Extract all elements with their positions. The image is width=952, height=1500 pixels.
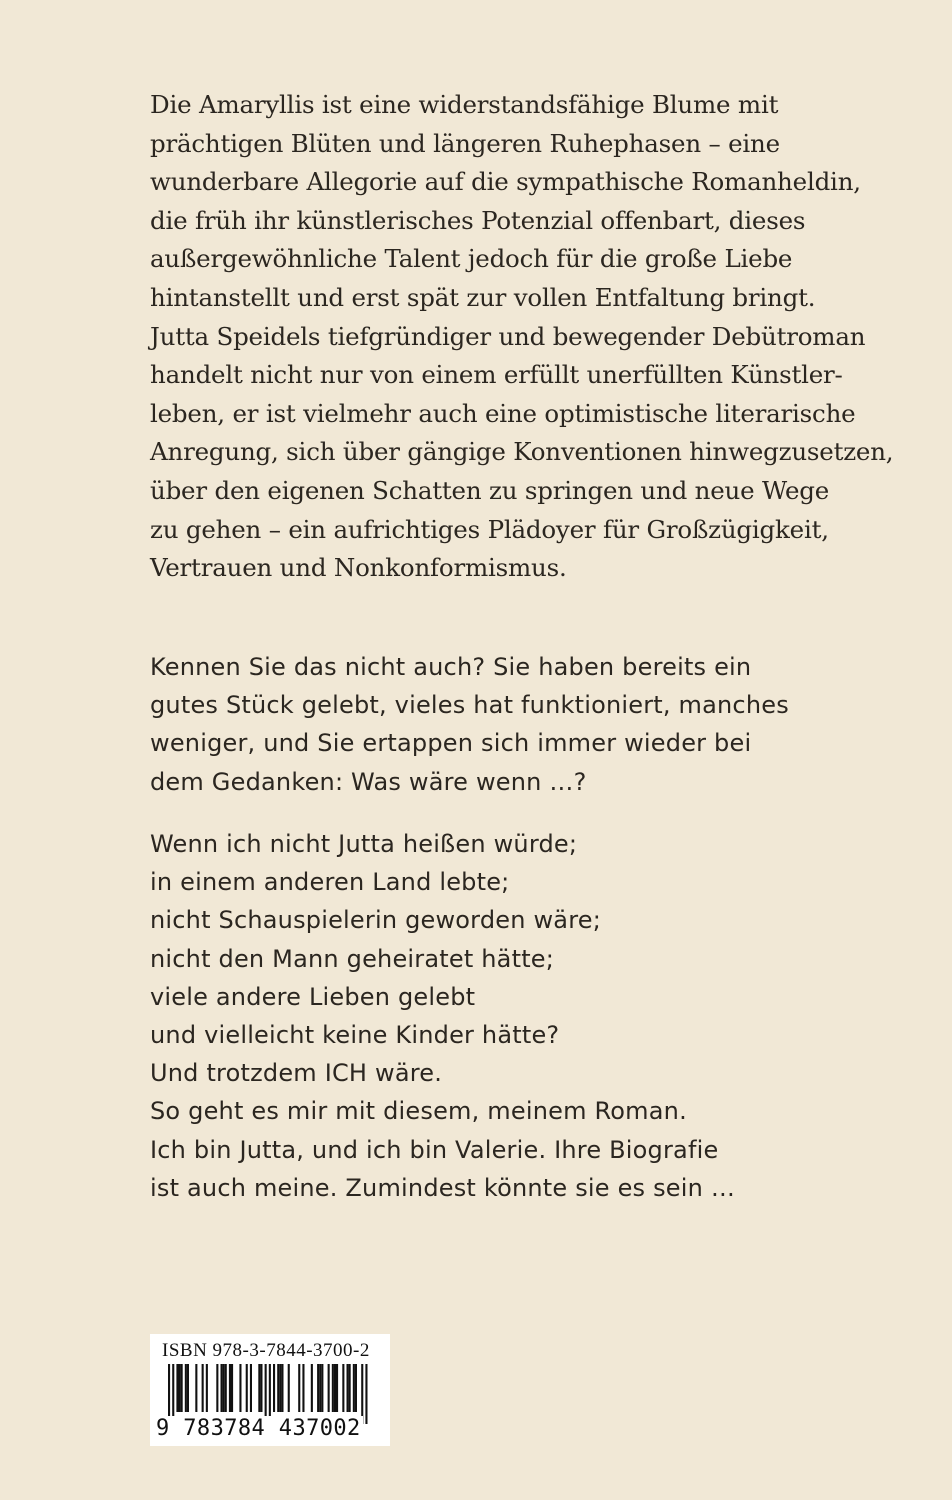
barcode-bar xyxy=(332,1364,334,1412)
ean-digits: 9 783784 437002 xyxy=(156,1416,361,1441)
author-line: viele andere Lieben gelebt xyxy=(150,982,476,1011)
barcode-bar xyxy=(317,1364,319,1412)
barcode-bar xyxy=(298,1364,300,1412)
publisher-blurb xyxy=(150,86,894,588)
barcode-guard-bar xyxy=(168,1364,170,1424)
blurb-line: Vertrauen und Nonkonformismus. xyxy=(150,553,567,583)
barcode-guard-bar xyxy=(172,1364,174,1424)
barcode-bar xyxy=(334,1364,336,1412)
barcode-bar xyxy=(179,1364,181,1412)
barcode-bar xyxy=(225,1364,227,1412)
barcode-bar xyxy=(342,1364,344,1412)
barcode-bar xyxy=(250,1364,252,1412)
barcode-guard-bar xyxy=(365,1364,367,1424)
blurb-line: wunderbare Allegorie auf die sympathische Romanheldin, xyxy=(150,167,861,197)
author-line: ist auch meine. Zumindest könnte sie es sein … xyxy=(150,1173,736,1202)
barcode-bar xyxy=(185,1364,187,1412)
blurb-line: leben, er ist vielmehr auch eine optimistische literarische xyxy=(150,398,856,428)
barcode-bar xyxy=(281,1364,283,1412)
blurb-line: hintanstellt und erst spät zur vollen Entfaltung bringt. xyxy=(150,282,816,312)
barcode-guard-bar xyxy=(265,1364,267,1424)
barcode-bar xyxy=(277,1364,279,1412)
author-line: dem Gedanken: Was wäre wenn …? xyxy=(150,767,587,796)
blurb-line: die früh ihr künstlerisches Potenzial offenbart, dieses xyxy=(150,205,806,235)
blurb-line: handelt nicht nur von einem erfüllt unerfüllten Künstler- xyxy=(150,360,843,390)
barcode-bar xyxy=(195,1364,197,1412)
author-line: Ich bin Jutta, und ich bin Valerie. Ihre Biografie xyxy=(150,1135,719,1164)
barcode-bar xyxy=(353,1364,355,1412)
barcode-bar xyxy=(319,1364,321,1412)
barcode-bar xyxy=(239,1364,241,1412)
barcode-bar xyxy=(231,1364,233,1412)
barcode-bar xyxy=(206,1364,208,1412)
isbn-barcode xyxy=(150,1334,390,1446)
barcode-bar xyxy=(279,1364,281,1412)
barcode-bar xyxy=(187,1364,189,1412)
author-line: nicht Schauspielerin geworden wäre; xyxy=(150,906,601,935)
barcode-bar xyxy=(349,1364,351,1412)
barcode-bar xyxy=(347,1364,349,1412)
barcode-bar xyxy=(258,1364,260,1412)
barcode-bar xyxy=(246,1364,248,1412)
author-line: und vielleicht keine Kinder hätte? xyxy=(150,1021,560,1050)
barcode-bar xyxy=(288,1364,290,1412)
author-line: in einem anderen Land lebte; xyxy=(150,868,510,897)
barcode-bar xyxy=(221,1364,223,1412)
author-line: Kennen Sie das nicht auch? Sie haben bereits ein xyxy=(150,653,752,681)
author-line: Wenn ich nicht Jutta heißen würde; xyxy=(150,830,578,858)
barcode-bar xyxy=(260,1364,262,1412)
author-line: Und trotzdem ICH wäre. xyxy=(150,1059,443,1088)
barcode-bar xyxy=(273,1364,275,1412)
barcode-guard-bar xyxy=(269,1364,271,1424)
barcode-bar xyxy=(302,1364,304,1412)
barcode-bar xyxy=(176,1364,178,1412)
blurb-line: außergewöhnliche Talent jedoch für die große Liebe xyxy=(150,244,793,274)
blurb-line: zu gehen – ein aufrichtiges Plädoyer für Großzügigkeit, xyxy=(150,514,829,544)
barcode-guard-bar xyxy=(361,1364,363,1424)
barcode-bar xyxy=(181,1364,183,1412)
barcode-bar xyxy=(321,1364,323,1412)
blurb-line: prächtigen Blüten und längeren Ruhephasen – eine xyxy=(150,128,780,158)
blurb-line: über den eigenen Schatten zu springen und neue Wege xyxy=(150,475,830,505)
author-line: gutes Stück gelebt, vieles hat funktioniert, manches xyxy=(150,691,789,720)
barcode-bar xyxy=(216,1364,218,1412)
barcode-bar xyxy=(355,1364,357,1412)
barcode-bar xyxy=(229,1364,231,1412)
blurb-line: Jutta Speidels tiefgründiger und bewegender Debütroman xyxy=(150,321,866,351)
author-line: weniger, und Sie ertappen sich immer wieder bei xyxy=(150,729,752,758)
barcode-bar xyxy=(223,1364,225,1412)
barcode-bar xyxy=(202,1364,204,1412)
author-line: So geht es mir mit diesem, meinem Roman. xyxy=(150,1097,687,1126)
barcode-bar xyxy=(311,1364,313,1412)
author-statement-poem xyxy=(150,825,830,1207)
author-line: nicht den Mann geheiratet hätte; xyxy=(150,944,555,973)
barcode-bar xyxy=(328,1364,330,1412)
isbn-label: ISBN 978-3-7844-3700-2 xyxy=(162,1340,370,1361)
blurb-line: Anregung, sich über gängige Konventionen hinwegzusetzen, xyxy=(150,437,894,467)
author-statement-intro xyxy=(150,648,830,801)
barcode-bar xyxy=(336,1364,338,1412)
blurb-line: Die Amaryllis ist eine widerstandsfähige Blume mit xyxy=(150,90,779,119)
